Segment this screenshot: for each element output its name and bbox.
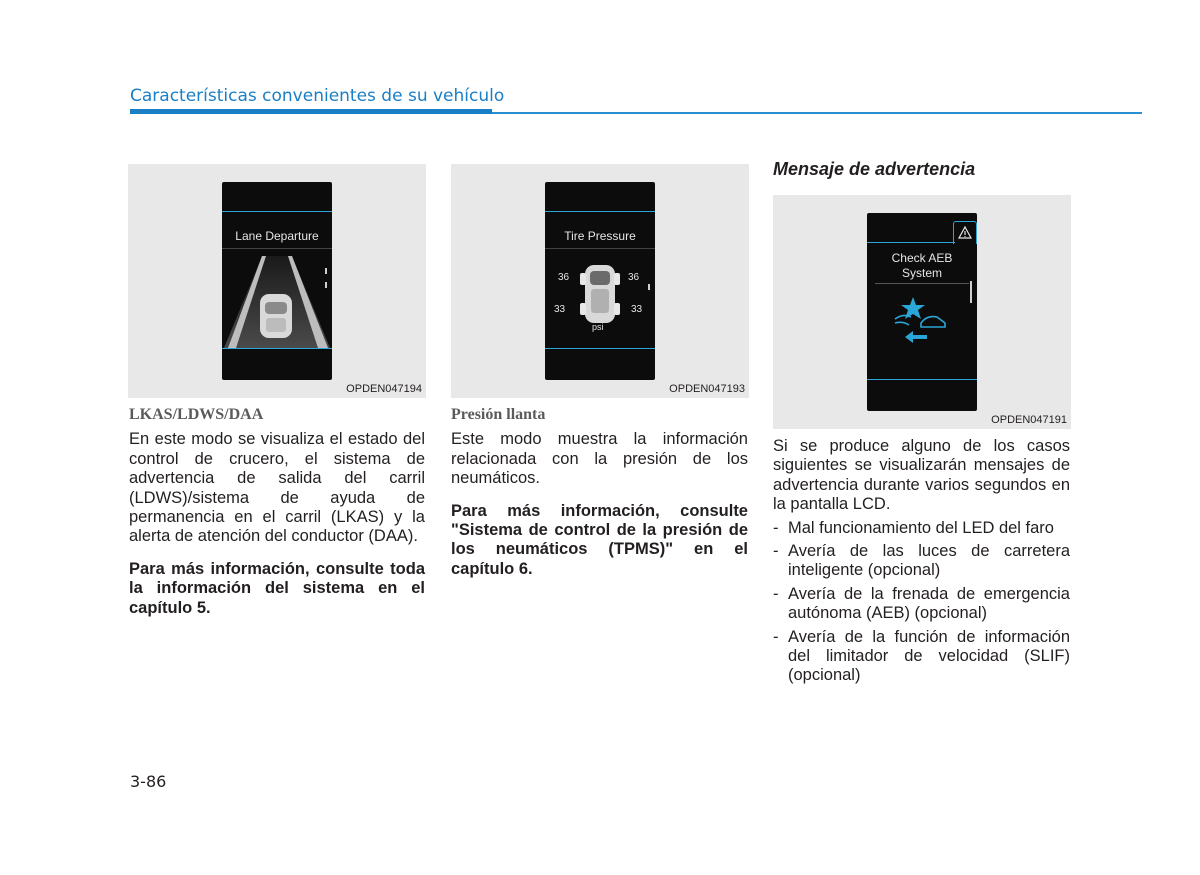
scroll-indicator bbox=[648, 284, 650, 290]
tire-front-left-value: 36 bbox=[558, 272, 570, 283]
section-title: Características convenientes de su vehículo bbox=[130, 86, 505, 106]
scroll-indicator bbox=[325, 268, 327, 274]
list-item: - Avería de la función de información del limitador de velocidad (SLIF) (opcional) bbox=[773, 628, 1070, 686]
lkas-body: En este modo se visualiza el estado del control de crucero, el sistema de advertencia de salida del carril (LDWS)/sistema de ayuda de permanencia en el carril (LKAS) y la alerta de atención del conductor (DAA). bbox=[129, 430, 425, 546]
scroll-indicator bbox=[325, 282, 327, 288]
pressure-unit: psi bbox=[592, 322, 604, 332]
tire-rear-left-value: 33 bbox=[554, 304, 566, 315]
scroll-indicator bbox=[970, 281, 972, 303]
screen-title-line bbox=[875, 283, 969, 284]
warning-message-body: Si se produce alguno de los casos siguientes se visualizarán mensajes de advertencia durante varios segundos en la pantalla LCD. bbox=[773, 437, 1070, 514]
aeb-warning-screen bbox=[867, 213, 977, 411]
car-top-icon bbox=[575, 259, 625, 329]
screen-top-line bbox=[222, 211, 332, 212]
list-item: - Mal funcionamiento del LED del faro bbox=[773, 519, 1070, 538]
screen-bottom-line bbox=[867, 379, 977, 380]
lane-departure-screen bbox=[222, 182, 332, 380]
figure-code: OPDEN047191 bbox=[991, 414, 1067, 426]
lkas-figure bbox=[128, 164, 426, 398]
figure-code: OPDEN047194 bbox=[346, 383, 422, 395]
aeb-figure bbox=[773, 195, 1071, 429]
list-item: - Avería de las luces de carretera inteligente (opcional) bbox=[773, 542, 1070, 581]
aeb-title-line1: Check AEB bbox=[891, 251, 953, 265]
screen-title-line bbox=[545, 248, 655, 249]
lane-departure-title: Lane Departure bbox=[235, 229, 319, 243]
warning-triangle-icon bbox=[958, 226, 972, 239]
tire-pressure-heading: Presión llanta bbox=[451, 406, 546, 423]
header-rule-accent bbox=[130, 109, 492, 114]
tire-pressure-body: Este modo muestra la información relacionada con la presión de los neumáticos. bbox=[451, 430, 748, 488]
tire-pressure-note: Para más información, consulte "Sistema de control de la presión de los neumáticos (TPMS)" en el capítulo 6. bbox=[451, 501, 748, 578]
aeb-title-line2: System bbox=[901, 266, 942, 280]
screen-top-line bbox=[867, 242, 955, 243]
warning-message-heading: Mensaje de advertencia bbox=[773, 159, 976, 179]
tire-pressure-title: Tire Pressure bbox=[564, 229, 636, 243]
lkas-note: Para más información, consulte toda la información del sistema en el capítulo 5. bbox=[129, 559, 425, 617]
warning-tab bbox=[953, 221, 977, 244]
warning-list bbox=[773, 519, 1070, 686]
screen-top-line bbox=[545, 211, 655, 212]
page-number: 3-86 bbox=[130, 772, 167, 791]
list-item: - Avería de la frenada de emergencia autónoma (AEB) (opcional) bbox=[773, 585, 1070, 624]
tire-rear-right-value: 33 bbox=[631, 304, 643, 315]
screen-bottom-line bbox=[222, 348, 332, 349]
collision-warning-icon bbox=[881, 293, 961, 353]
screen-bottom-line bbox=[545, 348, 655, 349]
figure-code: OPDEN047193 bbox=[669, 383, 745, 395]
lane-car-icon bbox=[222, 248, 332, 358]
tire-figure bbox=[451, 164, 749, 398]
tire-pressure-screen bbox=[545, 182, 655, 380]
lkas-heading: LKAS/LDWS/DAA bbox=[129, 406, 264, 423]
tire-front-right-value: 36 bbox=[628, 272, 640, 283]
